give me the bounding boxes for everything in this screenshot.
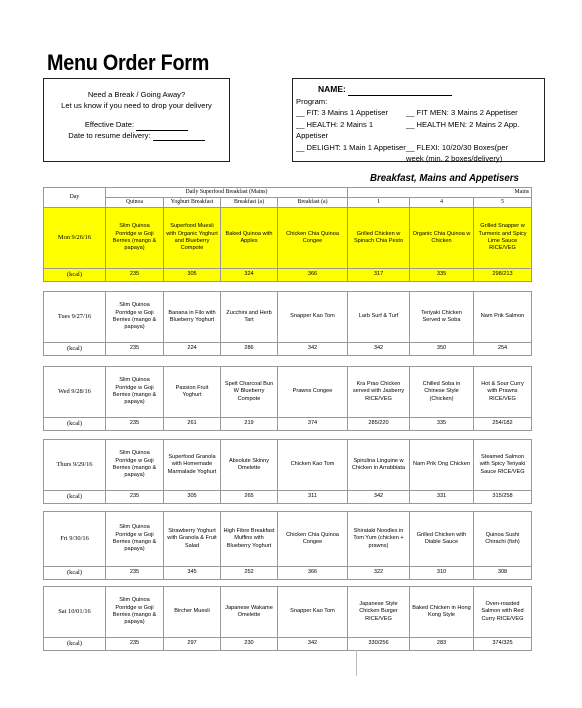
menu-item-cell: Japanese Wakame Omelette bbox=[221, 587, 278, 638]
kcal-value: 235 bbox=[106, 567, 164, 580]
column-header: 1 bbox=[348, 198, 410, 208]
menu-item-cell: Slim Quinoa Porridge w Goji Berries (mango & papaya) bbox=[106, 587, 164, 638]
day-menu-table bbox=[43, 439, 532, 504]
kcal-row bbox=[44, 418, 532, 431]
kcal-value: 298/213 bbox=[474, 269, 532, 282]
day-menu-table bbox=[43, 291, 532, 356]
kcal-value: 331 bbox=[410, 491, 474, 504]
kcal-value: 265 bbox=[221, 491, 278, 504]
menu-item-cell: Slim Quinoa Porridge w Goji Berries (mango & papaya) bbox=[106, 440, 164, 491]
name-row bbox=[296, 84, 544, 96]
kcal-value: 317 bbox=[348, 269, 410, 282]
kcal-row bbox=[44, 343, 532, 356]
kcal-value: 261 bbox=[164, 418, 221, 431]
menu-item-cell: Slim Quinoa Porridge w Goji Berries (mango & papaya) bbox=[106, 512, 164, 567]
day-menu-table bbox=[43, 586, 532, 651]
menu-item-cell: Prawns Congee bbox=[278, 367, 348, 418]
menu-item-cell: Kra Prao Chicken served with Jasberry RICE/VEG bbox=[348, 367, 410, 418]
kcal-value: 297 bbox=[164, 638, 221, 651]
kcal-label: (kcal) bbox=[44, 491, 106, 504]
column-header: 4 bbox=[410, 198, 474, 208]
drop-delivery-subtext: Let us know if you need to drop your delivery bbox=[61, 100, 212, 110]
menu-item-cell: Grilled Chicken with Diable Sauce bbox=[410, 512, 474, 567]
kcal-value: 322 bbox=[348, 567, 410, 580]
kcal-value: 366 bbox=[278, 567, 348, 580]
menu-item-cell: Bircher Muesli bbox=[164, 587, 221, 638]
kcal-value: 308 bbox=[474, 567, 532, 580]
drop-delivery-heading: Need a Break / Going Away? bbox=[87, 90, 186, 99]
day-menu-table bbox=[43, 366, 532, 431]
kcal-label: (kcal) bbox=[44, 638, 106, 651]
kcal-value: 224 bbox=[164, 343, 221, 356]
day-column-header: Day bbox=[44, 188, 106, 208]
kcal-value: 305 bbox=[164, 269, 221, 282]
menu-item-cell: Steamed Salmon with Spicy Teriyaki Sauce RICE/VEG bbox=[474, 440, 532, 491]
kcal-value: 310 bbox=[410, 567, 474, 580]
kcal-value: 350 bbox=[410, 343, 474, 356]
kcal-value: 342 bbox=[348, 343, 410, 356]
kcal-label: (kcal) bbox=[44, 567, 106, 580]
program-label: Program: bbox=[296, 96, 328, 106]
day-date-cell: Tues 9/27/16 bbox=[44, 292, 106, 343]
option-fit[interactable]: __ FIT: 3 Mains 1 Appetiser bbox=[296, 108, 389, 117]
menu-item-cell: Passion Fruit Yoghurt bbox=[164, 367, 221, 418]
kcal-value: 315/258 bbox=[474, 491, 532, 504]
kcal-value: 235 bbox=[106, 418, 164, 431]
kcal-value: 374 bbox=[278, 418, 348, 431]
kcal-row bbox=[44, 269, 532, 282]
resume-date-label: Date to resume delivery: bbox=[68, 130, 151, 140]
menu-item-cell: Chicken Chia Quinoa Congee bbox=[278, 512, 348, 567]
menu-item-cell: Superfood Granola with Homemade Marmalade Yoghurt bbox=[164, 440, 221, 491]
column-header: Breakfast (a) bbox=[221, 198, 278, 208]
mains-group-header: Mains bbox=[348, 188, 532, 198]
kcal-value: 254/182 bbox=[474, 418, 532, 431]
name-label: NAME: bbox=[318, 84, 346, 94]
column-header: 5 bbox=[474, 198, 532, 208]
kcal-value: 254 bbox=[474, 343, 532, 356]
menu-item-cell: Hot & Sour Curry with Prawns RICE/VEG bbox=[474, 367, 532, 418]
day-date-cell: Fri 9/30/16 bbox=[44, 512, 106, 567]
option-flexi[interactable]: __ FLEXI: 10/20/30 Boxes(per bbox=[406, 142, 509, 152]
menu-item-cell: Shirataki Noodles in Tom Yum (chicken + prawns) bbox=[348, 512, 410, 567]
menu-items-row bbox=[44, 440, 532, 491]
menu-items-row bbox=[44, 208, 532, 269]
name-field[interactable] bbox=[348, 86, 452, 96]
column-header: Yoghurt Breakfast bbox=[164, 198, 221, 208]
menu-item-cell: Absolute Skinny Omelette bbox=[221, 440, 278, 491]
kcal-value: 235 bbox=[106, 638, 164, 651]
day-menu-table bbox=[43, 511, 532, 580]
menu-item-cell: Spelt Charcoal Bun W Blueberry Compote bbox=[221, 367, 278, 418]
kcal-value: 335 bbox=[410, 269, 474, 282]
option-health-men[interactable]: __ HEALTH MEN: 2 Mains 2 App. bbox=[406, 119, 520, 129]
kcal-value: 235 bbox=[106, 491, 164, 504]
menu-item-cell: Slim Quinoa Porridge w Goji Berries (mango & papaya) bbox=[106, 208, 164, 269]
menu-item-cell: Zucchini and Herb Tart bbox=[221, 292, 278, 343]
program-box bbox=[292, 78, 545, 162]
day-date-cell: Thurs 9/29/16 bbox=[44, 440, 106, 491]
day-date-cell: Sat 10/01/16 bbox=[44, 587, 106, 638]
effective-date-field[interactable] bbox=[136, 122, 188, 131]
menu-item-cell: Strawberry Yoghurt with Granola & Fruit Salad bbox=[164, 512, 221, 567]
breakfast-group-header: Daily Superfood Breakfast (Mains) bbox=[106, 188, 348, 198]
menu-item-cell: Japanese Style Chicken Burger RICE/VEG bbox=[348, 587, 410, 638]
menu-item-cell: Larb Surf & Turf bbox=[348, 292, 410, 343]
page-title: Menu Order Form bbox=[47, 50, 210, 75]
menu-item-cell: Grilled Chicken w Spinach Chia Pesto bbox=[348, 208, 410, 269]
effective-date-row bbox=[44, 120, 229, 131]
kcal-value: 330/256 bbox=[348, 638, 410, 651]
menu-item-cell: Quinoa Sushi Chirachi (fish) bbox=[474, 512, 532, 567]
option-delight[interactable]: __ DELIGHT: 1 Main 1 Appetiser bbox=[296, 142, 406, 152]
kcal-label: (kcal) bbox=[44, 418, 106, 431]
menu-item-cell: Spirulina Linguine w Chicken in Arrabbiata bbox=[348, 440, 410, 491]
kcal-value: 283 bbox=[410, 638, 474, 651]
menu-item-cell: Banana in Filo with Blueberry Yoghurt bbox=[164, 292, 221, 343]
option-fit-men[interactable]: __ FIT MEN: 3 Mains 2 Appetiser bbox=[406, 108, 518, 117]
kcal-value: 235 bbox=[106, 269, 164, 282]
drop-delivery-box bbox=[43, 78, 230, 162]
kcal-value: 252 bbox=[221, 567, 278, 580]
menu-item-cell: Baked Quinoa with Apples bbox=[221, 208, 278, 269]
option-flexi-note: week (min. 2 boxes/delivery) bbox=[406, 154, 503, 163]
menu-item-cell: High Fibre Breakfast Muffins with Blueberry Yoghurt bbox=[221, 512, 278, 567]
menu-item-cell: Teriyaki Chicken Served w Soba bbox=[410, 292, 474, 343]
menu-items-row bbox=[44, 587, 532, 638]
menu-item-cell: Baked Chicken in Hong Kong Style bbox=[410, 587, 474, 638]
menu-item-cell: Chicken Chia Quinoa Congee bbox=[278, 208, 348, 269]
kcal-value: 366 bbox=[278, 269, 348, 282]
menu-item-cell: Slim Quinoa Porridge w Goji Berries (mango & papaya) bbox=[106, 367, 164, 418]
kcal-value: 345 bbox=[164, 567, 221, 580]
menu-item-cell: Nam Prik Salmon bbox=[474, 292, 532, 343]
kcal-value: 374/325 bbox=[474, 638, 532, 651]
menu-item-cell: Grilled Snapper w Turmeric and Spicy Lime Sauce RICE/VEG bbox=[474, 208, 532, 269]
resume-date-field[interactable] bbox=[153, 132, 205, 141]
menu-item-cell: Organic Chia Quinoa w Chicken bbox=[410, 208, 474, 269]
divider-line bbox=[356, 650, 357, 676]
kcal-value: 335 bbox=[410, 418, 474, 431]
day-date-cell: Wed 9/28/16 bbox=[44, 367, 106, 418]
menu-item-cell: Oven-roasted Salmon with Red Curry RICE/VEG bbox=[474, 587, 532, 638]
effective-date-label: Effective Date: bbox=[84, 120, 135, 129]
kcal-value: 286 bbox=[221, 343, 278, 356]
kcal-value: 285/220 bbox=[348, 418, 410, 431]
menu-item-cell: Chicken Kao Tom bbox=[278, 440, 348, 491]
kcal-value: 311 bbox=[278, 491, 348, 504]
kcal-value: 342 bbox=[278, 343, 348, 356]
menu-items-row bbox=[44, 367, 532, 418]
kcal-value: 342 bbox=[278, 638, 348, 651]
kcal-row bbox=[44, 567, 532, 580]
section-subheading: Breakfast, Mains and Appetisers bbox=[370, 172, 519, 184]
day-date-cell: Mon 9/26/16 bbox=[44, 208, 106, 269]
menu-item-cell: Chilled Soba in Chinese Style (Chicken) bbox=[410, 367, 474, 418]
column-header: Breakfast (a) bbox=[278, 198, 348, 208]
menu-item-cell: Snapper Kao Tom bbox=[278, 292, 348, 343]
menu-items-row bbox=[44, 292, 532, 343]
kcal-value: 230 bbox=[221, 638, 278, 651]
kcal-value: 324 bbox=[221, 269, 278, 282]
resume-date-row bbox=[44, 131, 229, 142]
menu-item-cell: Snapper Kao Tom bbox=[278, 587, 348, 638]
kcal-value: 305 bbox=[164, 491, 221, 504]
kcal-value: 219 bbox=[221, 418, 278, 431]
kcal-label: (kcal) bbox=[44, 269, 106, 282]
menu-item-cell: Slim Quinoa Porridge w Goji Berries (mango & papaya) bbox=[106, 292, 164, 343]
option-health[interactable]: __ HEALTH: 2 Mains 1 Appetiser bbox=[296, 119, 374, 140]
kcal-row bbox=[44, 491, 532, 504]
kcal-value: 342 bbox=[348, 491, 410, 504]
kcal-row bbox=[44, 638, 532, 651]
day-menu-table bbox=[43, 187, 532, 282]
kcal-value: 235 bbox=[106, 343, 164, 356]
menu-item-cell: Superfood Muesli with Organic Yoghurt and Blueberry Compote bbox=[164, 208, 221, 269]
menu-item-cell: Nam Prik Ong Chicken bbox=[410, 440, 474, 491]
menu-items-row bbox=[44, 512, 532, 567]
kcal-label: (kcal) bbox=[44, 343, 106, 356]
column-header: Quinoa bbox=[106, 198, 164, 208]
